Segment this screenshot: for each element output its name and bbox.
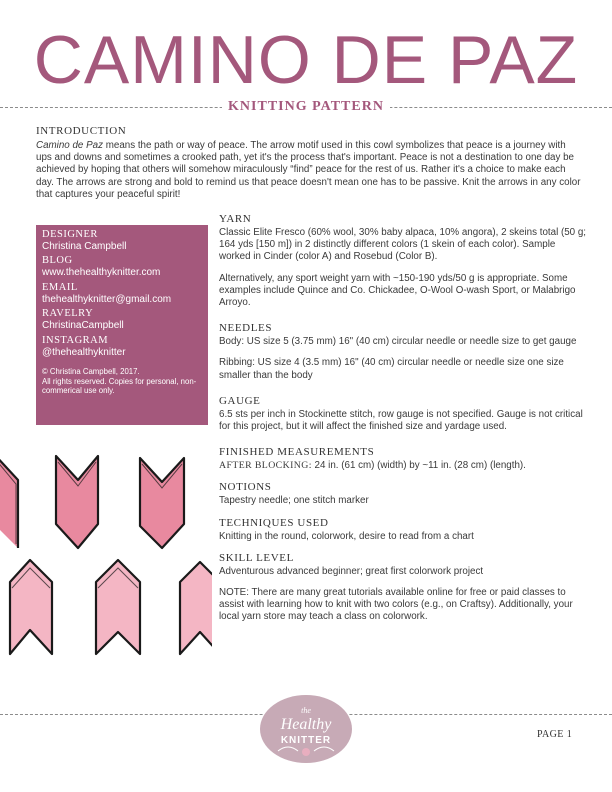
needles-heading: NEEDLES [219,322,273,335]
introduction-body: means the path or way of peace. The arrow motif used in this cowl symbolizes that peace is a journey with ups and downs and sometimes a crooked path, yet it's the process that's important. Peace is not a destination to one day be achieved by hoping that others will somehow miraculously “find” peace for the rest of us. Rather it's a choice to make each day. The arrows are strong and bold to remind us that peace doesn't mean one has to be passive. Knit the arrows in any color that captures your peaceful spirit! [36,140,581,200]
page-title: CAMINO DE PAZ [33,22,579,98]
page-number: PAGE 1 [537,729,573,740]
copyright-line: © Christina Campbell, 2017. [42,367,140,377]
designer-sidebar [36,225,208,425]
subtitle-text: KNITTING PATTERN [222,99,390,114]
yarn-heading: YARN [219,213,252,225]
introduction-emphasis: Camino de Paz [36,140,103,151]
note-text: NOTE: There are many great tutorials available online for free or paid classes to assist with learning how to knit with two colors (e.g., on Craftsy). Additionally, your local yarn store may teach a class on colorwork. [219,587,573,623]
introduction-text [36,140,582,201]
notions-heading: NOTIONS [219,481,272,494]
healthy-knitter-logo [258,693,354,765]
subtitle-row [0,98,612,116]
notions-text: Tapestry needle; one stitch marker [219,495,369,507]
yarn-text: Classic Elite Fresco (60% wool, 30% baby alpaca, 10% angora), 2 skeins total (50 g; 164 yds [150 m]) in 2 distinctly different colors (1 skein of each color). Sample worked in Cinder (color A) and Rosebud (Color B). [219,227,587,263]
arrow-motif [10,560,52,654]
designer-label: DESIGNER [42,229,98,240]
instagram-label: INSTAGRAM [42,334,109,346]
finished-label: AFTER BLOCKING: [219,460,312,472]
yarn-alternative-text: Alternatively, any sport weight yarn with ~150-190 yds/50 g is appropriate. Some examples include Quince and Co. Chickadee, O-Wool O-wash Sport, or Malabrigo Arroyo. [219,272,576,309]
finished-text [219,460,589,472]
blog-link[interactable]: www.thehealthyknitter.com [42,267,161,279]
needles-body-text: Body: US size 5 (3.75 mm) 16" (40 cm) circular needle or needle size to get gauge [219,336,577,348]
logo-text-knitter: KNITTER [280,735,332,746]
ravelry-label: RAVELRY [42,308,94,320]
gauge-text: 6.5 sts per inch in Stockinette stitch, row gauge is not specified. Gauge is not critical for this project, but it will affect the finished size and yardage used. [219,408,583,433]
email-label: EMAIL [42,281,78,293]
finished-value: 24 in. (61 cm) (width) by ~11 in. (28 cm) (length). [311,460,526,472]
designer-name: Christina Campbell [42,241,127,252]
instagram-link[interactable]: @thehealthyknitter [42,346,126,358]
arrow-motif [180,562,212,654]
skill-heading: SKILL LEVEL [219,551,294,564]
arrow-motif [96,560,140,654]
finished-heading: FINISHED MEASUREMENTS [219,446,375,459]
ravelry-link[interactable]: ChristinaCampbell [42,320,124,332]
yarn-ball-icon [302,748,310,756]
pattern-details [219,213,589,633]
arrow-motif [140,458,184,548]
arrow-pattern-illustration [0,440,212,685]
blog-label: BLOG [42,255,73,267]
techniques-heading: TECHNIQUES USED [219,516,329,529]
introduction-section [36,125,582,201]
gauge-heading: GAUGE [219,394,261,407]
needles-ribbing-text: Ribbing: US size 4 (3.5 mm) 16" (40 cm) circular needle or needle size one size smaller than the body [219,357,564,381]
introduction-heading: INTRODUCTION [36,125,127,137]
logo-text-healthy: Healthy [280,716,332,733]
skill-text: Adventurous advanced beginner; great first colorwork project [219,565,484,577]
email-link[interactable]: thehealthyknitter@gmail.com [42,293,172,305]
logo-text-the: the [301,706,311,715]
subtitle [0,98,612,116]
rights-line: All rights reserved. Copies for personal, non-commerical use only. [42,376,197,396]
arrow-motif [56,456,98,548]
copyright-text [42,367,202,396]
techniques-text: Knitting in the round, colorwork, desire to read from a chart [219,530,474,542]
